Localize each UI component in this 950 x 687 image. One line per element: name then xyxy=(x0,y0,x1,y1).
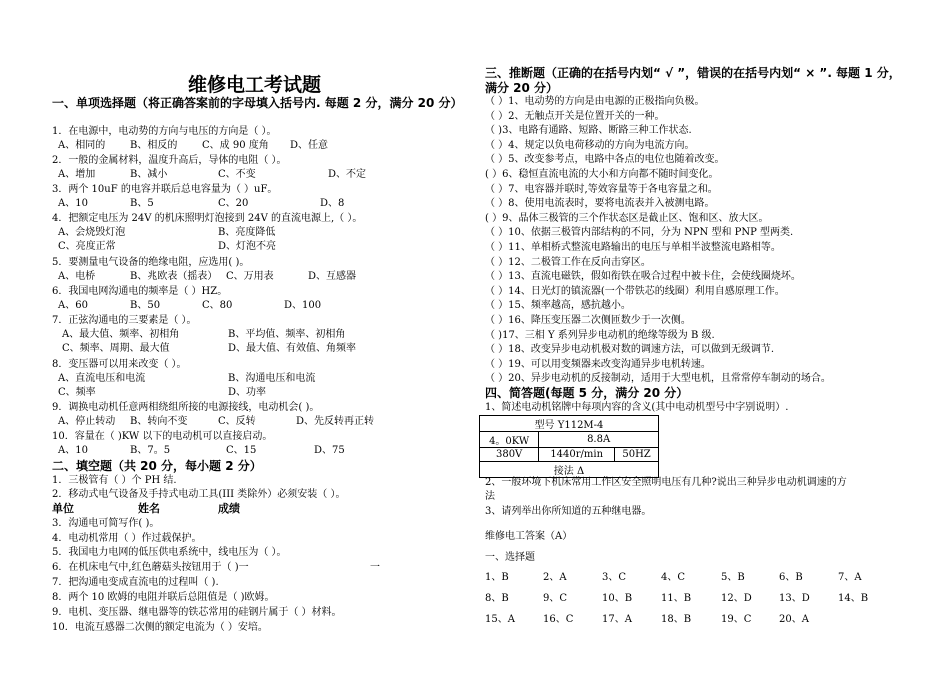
tf-item: （ ）10、依据三极管内部结构的不同，分为 NPN 型和 PNP 型两类. xyxy=(485,227,794,239)
tf-item: （ ）8、使用电流表时，要将电流表并入被测电路。 xyxy=(485,198,715,210)
answer-item: 8、B xyxy=(485,593,509,604)
option: C、万用表 xyxy=(226,271,274,282)
option: B、兆欧表（摇表） xyxy=(130,271,218,282)
q2-5: 5．我国电力电网的低压供电系统中，线电压为（ ）。 xyxy=(52,547,287,558)
option: C、不变 xyxy=(218,169,256,180)
option: C、80 xyxy=(202,300,233,311)
tf-item: （ ）15、频率越高，感抗越小。 xyxy=(485,300,631,312)
section-1-title: 一、单项选择题（将正确答案前的字母填入括号内. 每题 2 分，满分 20 分） xyxy=(52,96,463,110)
answer-item: 12、D xyxy=(721,593,752,604)
tf-item: （ ）19、可以用变频器来改变沟通异步电机转速。 xyxy=(485,358,711,370)
q4-3: 3、请列举出你所知道的五种继电器。 xyxy=(485,506,652,517)
q2-3: 3．沟通电可简写作( )。 xyxy=(52,518,160,529)
q4-1: 1、简述电动机铭牌中每项内容的含义(其中电动机型号中字别说明）. xyxy=(485,402,789,413)
q2-4: 4．电动机常用（ ）作过载保护。 xyxy=(52,533,202,544)
option: C、15 xyxy=(226,445,257,456)
tf-item: （ )17、三相 Y 系列异步电动机的绝缘等级为 B 级. xyxy=(485,329,715,341)
option: C、频率、周期、最大值 xyxy=(62,343,170,354)
q1-9: 9．调换电动机任意两相绕组所接的电源接线，电动机会( )。 xyxy=(52,402,320,413)
answer-item: 11、B xyxy=(661,593,692,604)
q1-5: 5．要测量电气设备的绝缘电阻，应选用( )。 xyxy=(52,257,250,268)
tf-item: （ ）20、异步电动机的反接制动，适用于大型电机，且常常停车制动的场合。 xyxy=(485,373,831,385)
tf-item: （ ）2、无触点开关是位置开关的一种。 xyxy=(485,110,665,122)
tf-item: （ ）5、改变参考点，电路中各点的电位也随着改变。 xyxy=(485,154,725,166)
section-3-title: 三、推断题（正确的在括号内划“ √ ”，错误的在括号内划“ × ”. 每题 1 分，满分 20 分） xyxy=(485,66,901,95)
option: D、先反转再正转 xyxy=(296,416,375,427)
motor-nameplate-table xyxy=(479,415,659,478)
option: B、50 xyxy=(130,300,161,311)
tf-item: （ ）16、降压变压器二次侧匝数少于一次侧。 xyxy=(485,315,691,326)
tf-item: ( ）9、晶体三极管的三个作状态区是截止区、饱和区、放大区。 xyxy=(485,212,769,224)
answer-item: 9、C xyxy=(543,593,568,604)
tf-item: （ )3、电路有通路、短路、断路三种工作状态. xyxy=(485,125,692,137)
q4-2b: 法 xyxy=(485,491,495,502)
answer-item: 18、B xyxy=(661,614,692,625)
answer-item: 14、B xyxy=(838,593,869,604)
connection-cell: 接法 Δ xyxy=(480,462,659,478)
frequency-cell: 50HZ xyxy=(615,448,659,462)
option: D、75 xyxy=(314,445,345,456)
q2-8: 8．两个 10 欧姆的电阻并联后总阻值是（ )欧姆。 xyxy=(52,592,275,603)
power-cell: 4。0KW xyxy=(480,432,539,448)
voltage-cell: 380V xyxy=(480,448,539,462)
option: B、5 xyxy=(130,198,154,209)
answer-item: 3、C xyxy=(602,572,627,583)
option: C、成 90 度角 xyxy=(202,140,269,151)
tf-item: ( ）6、稳恒直流电流的大小和方向都不随时间变化。 xyxy=(485,169,719,180)
score-label: 成绩 xyxy=(218,502,240,515)
q1-7: 7．正弦沟通电的三要素是（ ）。 xyxy=(52,315,197,326)
option: C、亮度正常 xyxy=(58,241,116,252)
page-title: 维修电工考试题 xyxy=(188,74,322,96)
answer-item: 13、D xyxy=(779,593,810,604)
unit-label: 单位 xyxy=(52,502,74,515)
answer-item: 20、A xyxy=(779,614,809,625)
answer-item: 10、B xyxy=(602,593,633,604)
name-label: 姓名 xyxy=(138,502,160,515)
q2-9: 9．电机、变压器、继电器等的铁芯常用的硅钢片属于（ ）材料。 xyxy=(52,607,342,618)
answer-item: 16、C xyxy=(543,614,574,625)
tf-item: （ ）1、电动势的方向是由电源的正极指向负极。 xyxy=(485,96,705,107)
option: B、沟通电压和电流 xyxy=(228,373,316,384)
answer-item: 6、B xyxy=(779,572,803,583)
q2-6-dash: 一 xyxy=(370,562,380,573)
q1-4: 4．把额定电压为 24V 的机床照明灯泡接到 24V 的直流电源上,（ ）。 xyxy=(52,213,363,224)
answer-item: 4、C xyxy=(661,572,686,583)
speed-cell: 1440r/min xyxy=(539,448,615,462)
q2-2: 2．移动式电气设备及手持式电动工具(III 类除外）必须安装（ ）。 xyxy=(52,489,346,500)
answer-item: 5、B xyxy=(721,572,745,583)
answers-title: 维修电工答案（A） xyxy=(485,531,573,542)
answer-item: 19、C xyxy=(721,614,752,625)
option: D、灯泡不亮 xyxy=(218,241,277,252)
q2-7: 7．把沟通电变成直流电的过程叫（ ). xyxy=(52,577,219,588)
section-2-title: 二、填空题（共 20 分，每小题 2 分） xyxy=(52,459,262,473)
option: A、直流电压和电流 xyxy=(58,373,146,384)
answers-subtitle: 一、选择题 xyxy=(485,552,535,563)
q1-1: 1．在电源中，电动势的方向与电压的方向是（ ）。 xyxy=(52,126,277,137)
tf-item: （ ）4、规定以负电荷移动的方向为电流方向。 xyxy=(485,139,695,151)
option: A、60 xyxy=(58,300,88,311)
option: A、10 xyxy=(58,445,88,456)
option: C、20 xyxy=(218,198,249,209)
option: A、电桥 xyxy=(58,271,96,282)
option: D、8 xyxy=(320,198,345,209)
option: A、增加 xyxy=(58,169,96,180)
option: B、7。5 xyxy=(130,445,171,456)
option: D、最大值、有效值、角频率 xyxy=(228,343,357,354)
answer-item: 1、B xyxy=(485,572,509,583)
section-4-title: 四、简答题(每题 5 分，满分 20 分） xyxy=(485,386,689,400)
tf-item: （ ）13、直流电磁铁，假如衔铁在吸合过程中被卡住，会使线圈烧坏。 xyxy=(485,271,801,283)
option: A、会烧毁灯泡 xyxy=(58,227,126,238)
option: B、亮度降低 xyxy=(218,227,276,238)
option: A、最大值、频率、初相角 xyxy=(62,329,180,340)
tf-item: （ ）18、改变异步电动机极对数的调速方法，可以做到无级调节. xyxy=(485,344,775,356)
option: B、平均值、频率、初相角 xyxy=(228,329,346,340)
q1-6: 6．我国电网沟通电的频率是（ ）HZ。 xyxy=(52,286,228,297)
option: D、互感器 xyxy=(308,271,357,282)
option: D、功率 xyxy=(228,387,267,398)
option: D、不定 xyxy=(328,169,367,180)
current-cell: 8.8A xyxy=(539,432,659,448)
option: D、任意 xyxy=(290,140,329,151)
option: B、减小 xyxy=(130,169,168,180)
option: A、10 xyxy=(58,198,88,209)
q4-2a: 2、一般环境下机床常用工作区安全照明电压有几种?说出三种异步电动机调速的方 xyxy=(485,477,847,488)
tf-item: （ ）7、电容器并联时,等效容量等于各电容量之和。 xyxy=(485,183,718,195)
q1-8: 8．变压器可以用来改变（ ）。 xyxy=(52,359,187,370)
option: B、转向不变 xyxy=(130,416,188,427)
option: D、100 xyxy=(284,300,322,311)
option: C、频率 xyxy=(58,387,96,398)
q1-3: 3．两个 10uF 的电容并联后总电容量为（ ）uF。 xyxy=(52,184,278,195)
tf-item: （ ）12、二极管工作在反向击穿区。 xyxy=(485,256,651,268)
q2-6: 6．在机床电气中,红色蘑菇头按钮用于（ )一 xyxy=(52,562,249,573)
answer-item: 15、A xyxy=(485,614,515,625)
option: B、相反的 xyxy=(130,140,178,151)
q1-10: 10．容量在（ )KW 以下的电动机可以直接启动。 xyxy=(52,431,273,442)
option: C、反转 xyxy=(218,416,256,427)
option: A、停止转动 xyxy=(58,416,116,427)
model-cell: 型号 Y112M-4 xyxy=(480,416,659,432)
q2-10: 10．电流互感器二次侧的额定电流为（ ）安培。 xyxy=(52,622,268,633)
tf-item: （ ）14、日光灯的镇流器(一个带铁芯的线圈）利用自感原理工作。 xyxy=(485,285,785,297)
answer-item: 2、A xyxy=(543,572,567,583)
tf-item: （ ）11、单相桥式整流电路输出的电压与单相半波整流电路相等。 xyxy=(485,242,781,253)
option: A、相同的 xyxy=(58,140,106,151)
answer-item: 7、A xyxy=(838,572,862,583)
answer-item: 17、A xyxy=(602,614,632,625)
q1-2: 2．一般的金属材料，温度升高后，导体的电阻（ ）。 xyxy=(52,155,287,166)
q2-1: 1．三极管有（ ）个 PH 结. xyxy=(52,475,177,486)
